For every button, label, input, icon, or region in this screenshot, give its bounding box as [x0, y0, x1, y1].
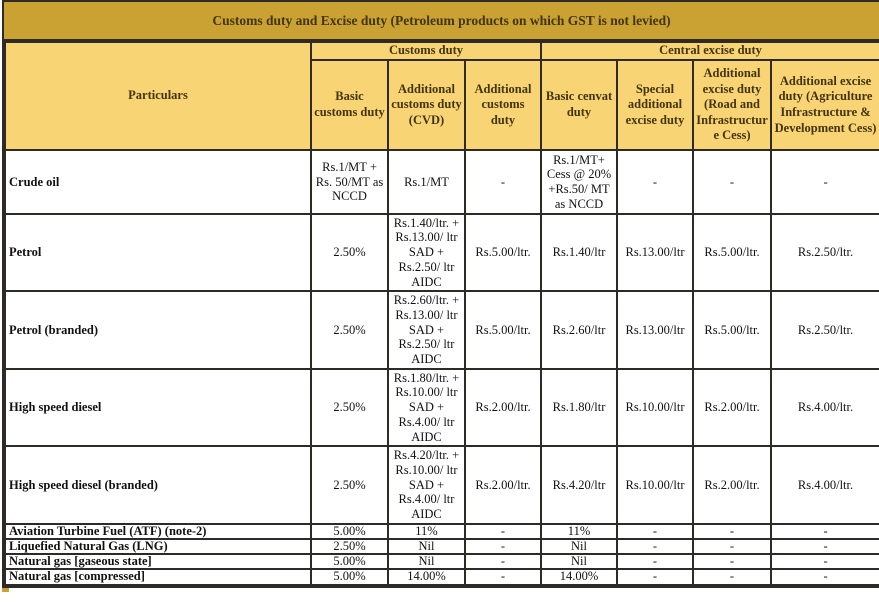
- value-cell: Rs.2.00/ltr.: [465, 446, 541, 524]
- value-cell: 5.00%: [311, 569, 388, 584]
- col-header-additional-customs-duty-cvd: Additional customs duty (CVD): [388, 60, 465, 150]
- value-cell: -: [617, 539, 693, 554]
- particulars-cell: High speed diesel (branded): [5, 446, 311, 524]
- table-row-petrol: [5, 214, 879, 291]
- value-cell: Rs.1.80/ltr: [541, 369, 617, 446]
- value-cell: -: [771, 554, 879, 569]
- col-header-additional-customs-duty: Additional customs duty: [465, 60, 541, 150]
- particulars-cell: High speed diesel: [5, 369, 311, 446]
- value-cell: Rs.1.80/ltr. + Rs.10.00/ ltr SAD + Rs.4.00/ ltr AIDC: [388, 369, 465, 446]
- value-cell: 14.00%: [388, 569, 465, 584]
- value-cell: 14.00%: [541, 569, 617, 584]
- next-row-gold-fragment: [2, 588, 9, 592]
- value-cell: -: [771, 569, 879, 584]
- value-cell: Rs.2.00/ltr.: [465, 369, 541, 446]
- group-header-row: [5, 42, 879, 60]
- table-row-natural-gas-compressed: [5, 569, 879, 584]
- value-cell: Rs.4.20/ltr. + Rs.10.00/ ltr SAD + Rs.4.00/ ltr AIDC: [388, 446, 465, 524]
- particulars-cell: Natural gas [gaseous state]: [5, 554, 311, 569]
- value-cell: Rs.5.00/ltr.: [465, 291, 541, 369]
- value-cell: -: [693, 150, 771, 214]
- table-row-high-speed-diesel: [5, 369, 879, 446]
- duty-table-sheet: [2, 0, 879, 588]
- value-cell: -: [693, 554, 771, 569]
- value-cell: Rs.4.00/ltr.: [771, 446, 879, 524]
- particulars-cell: Crude oil: [5, 150, 311, 214]
- col-header-additional-excise-duty-road: Additional excise duty (Road and Infrastructure Cess): [693, 60, 771, 150]
- particulars-cell: Petrol (branded): [5, 291, 311, 369]
- duty-table: [4, 41, 879, 586]
- value-cell: 2.50%: [311, 369, 388, 446]
- value-cell: Rs.2.60/ltr. + Rs.13.00/ ltr SAD + Rs.2.50/ ltr AIDC: [388, 291, 465, 369]
- value-cell: Rs.1/MT + Rs. 50/MT as NCCD: [311, 150, 388, 214]
- value-cell: Nil: [541, 554, 617, 569]
- value-cell: -: [617, 150, 693, 214]
- value-cell: 2.50%: [311, 539, 388, 554]
- value-cell: Rs.1.40/ltr. + Rs.13.00/ ltr SAD + Rs.2.50/ ltr AIDC: [388, 214, 465, 291]
- bottom-edge-strip: [2, 588, 877, 592]
- particulars-cell: Natural gas [compressed]: [5, 569, 311, 584]
- value-cell: Rs.10.00/ltr: [617, 369, 693, 446]
- value-cell: -: [771, 524, 879, 539]
- value-cell: Rs.1.40/ltr: [541, 214, 617, 291]
- value-cell: -: [617, 569, 693, 584]
- value-cell: -: [465, 539, 541, 554]
- value-cell: -: [771, 150, 879, 214]
- col-header-special-additional-excise-duty: Special additional excise duty: [617, 60, 693, 150]
- value-cell: Rs.5.00/ltr.: [693, 291, 771, 369]
- particulars-cell: Petrol: [5, 214, 311, 291]
- value-cell: Rs.13.00/ltr: [617, 214, 693, 291]
- value-cell: 11%: [541, 524, 617, 539]
- group-header-customs-duty: Customs duty: [311, 42, 541, 60]
- value-cell: Rs.5.00/ltr.: [693, 214, 771, 291]
- value-cell: 2.50%: [311, 446, 388, 524]
- value-cell: Nil: [541, 539, 617, 554]
- table-row-petrol-branded: [5, 291, 879, 369]
- value-cell: 5.00%: [311, 524, 388, 539]
- value-cell: Nil: [388, 539, 465, 554]
- table-row-natural-gas-gaseous: [5, 554, 879, 569]
- value-cell: Rs.2.00/ltr.: [693, 369, 771, 446]
- value-cell: Rs.1/MT: [388, 150, 465, 214]
- value-cell: -: [465, 524, 541, 539]
- table-row-lng: [5, 539, 879, 554]
- particulars-cell: Aviation Turbine Fuel (ATF) (note-2): [5, 524, 311, 539]
- table-title-bar: [4, 2, 879, 41]
- value-cell: -: [693, 524, 771, 539]
- value-cell: Rs.10.00/ltr: [617, 446, 693, 524]
- value-cell: Nil: [388, 554, 465, 569]
- value-cell: -: [465, 569, 541, 584]
- particulars-cell: Liquefied Natural Gas (LNG): [5, 539, 311, 554]
- table-row-atf: [5, 524, 879, 539]
- value-cell: -: [693, 539, 771, 554]
- value-cell: -: [771, 539, 879, 554]
- value-cell: -: [465, 150, 541, 214]
- value-cell: 11%: [388, 524, 465, 539]
- value-cell: 2.50%: [311, 291, 388, 369]
- table-title: Customs duty and Excise duty (Petroleum products on which GST is not levied): [212, 12, 671, 28]
- value-cell: Rs.4.00/ltr.: [771, 369, 879, 446]
- value-cell: -: [465, 554, 541, 569]
- value-cell: 5.00%: [311, 554, 388, 569]
- value-cell: Rs.2.50/ltr.: [771, 214, 879, 291]
- col-header-basic-cenvat-duty: Basic cenvat duty: [541, 60, 617, 150]
- table-row-crude-oil: [5, 150, 879, 214]
- col-header-particulars: Particulars: [5, 42, 311, 150]
- value-cell: Rs.4.20/ltr: [541, 446, 617, 524]
- group-header-central-excise-duty: Central excise duty: [541, 42, 879, 60]
- col-header-additional-excise-duty-aidc: Additional excise duty (Agriculture Infrastructure & Development Cess): [771, 60, 879, 150]
- value-cell: -: [617, 554, 693, 569]
- value-cell: -: [617, 524, 693, 539]
- value-cell: 2.50%: [311, 214, 388, 291]
- value-cell: -: [693, 569, 771, 584]
- value-cell: Rs.5.00/ltr.: [465, 214, 541, 291]
- table-row-high-speed-diesel-branded: [5, 446, 879, 524]
- value-cell: Rs.1/MT+ Cess @ 20% +Rs.50/ MT as NCCD: [541, 150, 617, 214]
- value-cell: Rs.2.00/ltr.: [693, 446, 771, 524]
- value-cell: Rs.2.60/ltr: [541, 291, 617, 369]
- value-cell: Rs.2.50/ltr.: [771, 291, 879, 369]
- value-cell: Rs.13.00/ltr: [617, 291, 693, 369]
- col-header-basic-customs-duty: Basic customs duty: [311, 60, 388, 150]
